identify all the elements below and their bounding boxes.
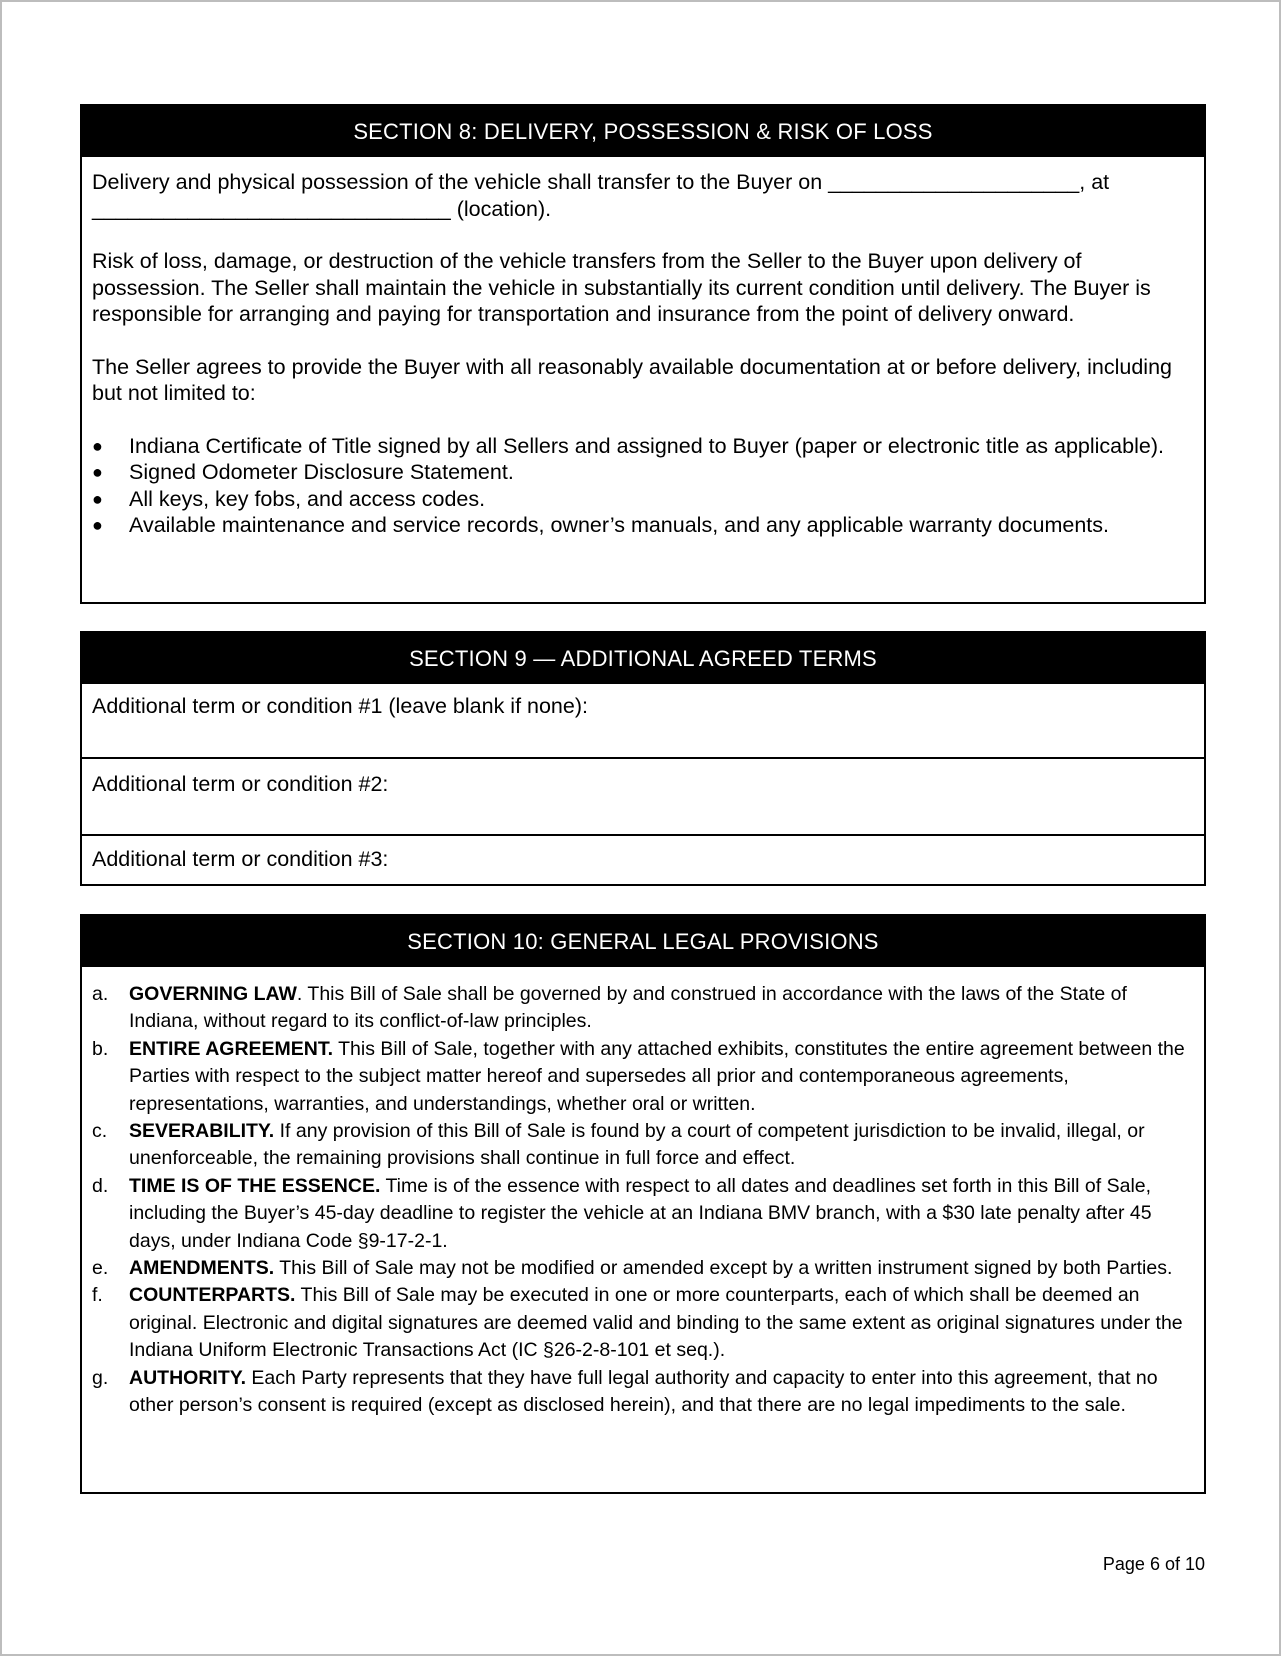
provision-title: TIME IS OF THE ESSENCE. bbox=[129, 1174, 381, 1197]
provision-text: Time is of the essence with respect to all dates and deadlines set forth in this Bill of Sale, including the Buyer’s 45-day deadline to register the vehicle at an Indiana BMV branch, with a $30 late penalty after 45 days, under Indiana Code §9-17-2-1. bbox=[129, 1174, 1152, 1252]
provision-governing-law bbox=[92, 981, 1194, 1036]
provision-severability bbox=[92, 1118, 1194, 1173]
list-item bbox=[92, 459, 1194, 486]
list-item-text: All keys, key fobs, and access codes. bbox=[129, 486, 486, 511]
section-8-body bbox=[82, 157, 1204, 539]
provision-title: SEVERABILITY. bbox=[129, 1120, 275, 1143]
provision-letter: b. bbox=[92, 1037, 109, 1060]
bullet-icon: ● bbox=[92, 435, 103, 456]
section-9-box bbox=[80, 631, 1206, 886]
provision-letter: f. bbox=[92, 1284, 103, 1307]
provision-amendments bbox=[92, 1255, 1194, 1282]
list-item-text: Indiana Certificate of Title signed by all Sellers and assigned to Buyer (paper or electronic title as applicable). bbox=[129, 433, 1164, 458]
bullet-icon: ● bbox=[92, 515, 103, 535]
delivery-paragraph: Delivery and physical possession of the vehicle shall transfer to the Buyer on _____________________, at ______________________________ (location). bbox=[92, 170, 1110, 221]
provision-entire-agreement bbox=[92, 1036, 1194, 1118]
provision-letter: g. bbox=[92, 1366, 109, 1389]
provision-time-of-essence bbox=[92, 1173, 1194, 1255]
provision-text: This Bill of Sale may be executed in one or more counterparts, each of which shall be deemed an original. Electronic and digital signatures are deemed valid and binding to the same extent as original signatures under the Indiana Uniform Electronic Transactions Act (IC §26-2-8-101 et seq.). bbox=[129, 1284, 1183, 1362]
provision-title: AUTHORITY. bbox=[129, 1366, 246, 1389]
list-item bbox=[92, 512, 1194, 539]
additional-term-1-label: Additional term or condition #1 (leave blank if none): bbox=[92, 694, 588, 718]
risk-of-loss-paragraph: Risk of loss, damage, or destruction of the vehicle transfers from the Seller to the Buyer upon delivery of possession. The Seller shall maintain the vehicle in substantially its current condition until delivery. The Buyer is responsible for arranging and paying for transportation and insurance from the point of delivery onward. bbox=[92, 249, 1151, 326]
additional-term-2-field[interactable] bbox=[82, 759, 1204, 836]
bullet-icon: ● bbox=[92, 488, 103, 509]
additional-term-2-label: Additional term or condition #2: bbox=[92, 772, 389, 796]
provision-title: GOVERNING LAW bbox=[129, 983, 297, 1005]
page-number: Page 6 of 10 bbox=[1102, 1554, 1205, 1574]
bullet-icon: ● bbox=[92, 462, 103, 482]
provision-counterparts bbox=[92, 1282, 1194, 1364]
provision-title: ENTIRE AGREEMENT. bbox=[129, 1037, 334, 1060]
section-10-box bbox=[80, 914, 1206, 1494]
provision-text: Each Party represents that they have full legal authority and capacity to enter into this agreement, that no other person’s consent is required (except as disclosed herein), and that there are no legal impediments to the sale. bbox=[129, 1366, 1158, 1417]
provision-text: . This Bill of Sale shall be governed by and construed in accordance with the laws of the State of Indiana, without regard to its conflict-of-law principles. bbox=[129, 983, 1127, 1033]
list-item bbox=[92, 486, 1194, 513]
additional-term-3-field[interactable] bbox=[82, 836, 1204, 884]
list-item-text: Signed Odometer Disclosure Statement. bbox=[129, 460, 514, 484]
documentation-paragraph: The Seller agrees to provide the Buyer with all reasonably available documentation at or before delivery, including but not limited to: bbox=[92, 354, 1172, 405]
section-10-body bbox=[82, 967, 1204, 1420]
section-9-header: SECTION 9 — ADDITIONAL AGREED TERMS bbox=[82, 633, 1204, 684]
list-item bbox=[92, 433, 1194, 460]
provision-letter: a. bbox=[92, 983, 109, 1005]
additional-term-3-label: Additional term or condition #3: bbox=[92, 847, 389, 871]
provision-text: If any provision of this Bill of Sale is found by a court of competent jurisdiction to be invalid, illegal, or unenforceable, the remaining provisions shall continue in full force and effect. bbox=[129, 1120, 1145, 1170]
additional-term-1-field[interactable] bbox=[82, 684, 1204, 759]
provision-text: This Bill of Sale may not be modified or amended except by a written instrument signed by both Parties. bbox=[274, 1257, 1173, 1280]
section-8-box bbox=[80, 104, 1206, 604]
provision-title: COUNTERPARTS. bbox=[129, 1284, 296, 1307]
provision-letter: d. bbox=[92, 1174, 109, 1197]
provision-title: AMENDMENTS. bbox=[129, 1257, 275, 1280]
list-item-text: Available maintenance and service records, owner’s manuals, and any applicable warranty documents. bbox=[129, 513, 1109, 537]
provision-text: This Bill of Sale, together with any attached exhibits, constitutes the entire agreement between the Parties with respect to the subject matter hereof and supersedes all prior and contemporaneous agreements, representations, warranties, and understandings, whether oral or written. bbox=[129, 1037, 1185, 1115]
provision-letter: e. bbox=[92, 1257, 109, 1280]
provision-authority bbox=[92, 1365, 1194, 1420]
section-10-header: SECTION 10: GENERAL LEGAL PROVISIONS bbox=[82, 916, 1204, 967]
provision-letter: c. bbox=[92, 1120, 108, 1143]
section-8-header: SECTION 8: DELIVERY, POSSESSION & RISK OF LOSS bbox=[82, 106, 1204, 157]
documentation-list bbox=[92, 433, 1194, 539]
